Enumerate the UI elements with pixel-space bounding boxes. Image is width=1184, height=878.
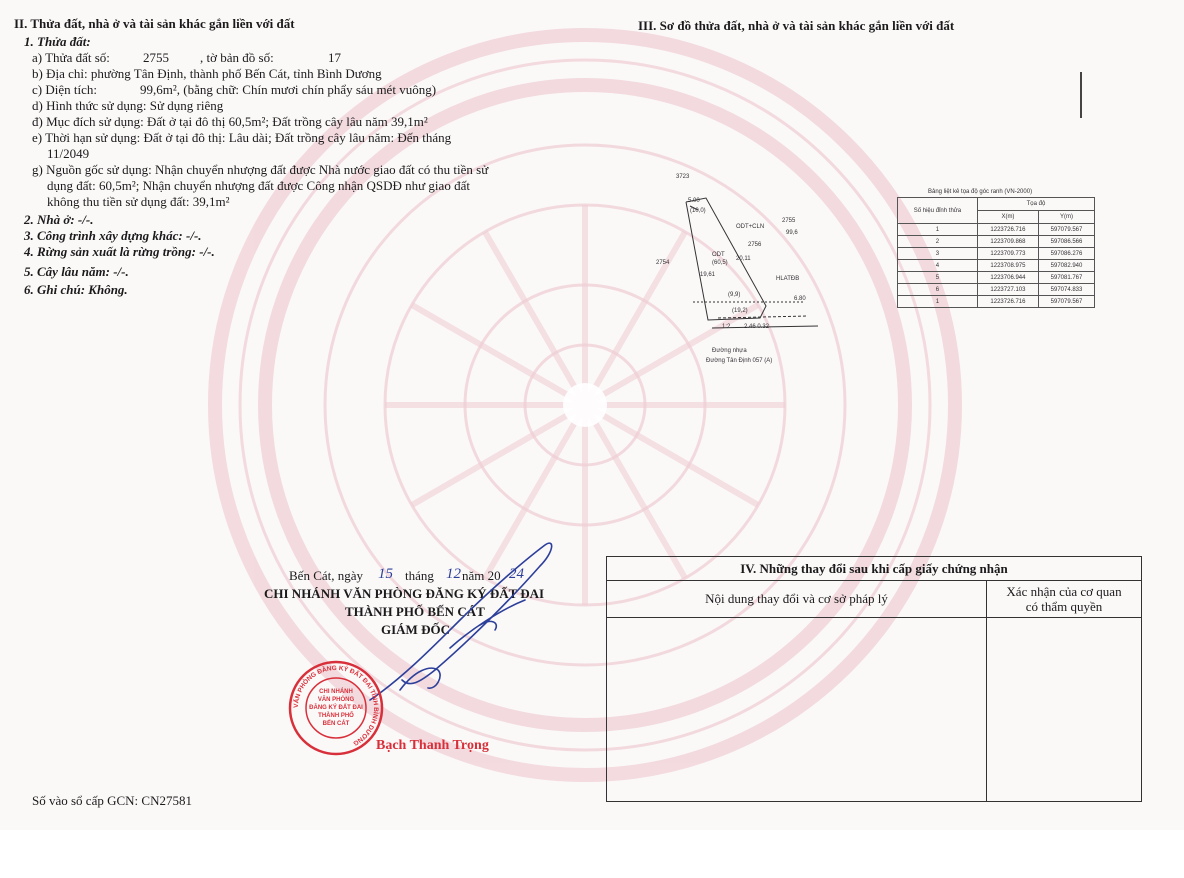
official-red-stamp — [288, 660, 384, 756]
origin-line1: g) Nguồn gốc sử dụng: Nhận chuyển nhượng đất được Nhà nước giao đất có thu tiền sử — [32, 162, 489, 177]
area-label: c) Diện tích: — [32, 82, 97, 97]
label-road-name: Đường Tân Định 057 (A) — [706, 358, 773, 364]
address-line: b) Địa chỉ: phường Tân Định, thành phố Bến Cát, tỉnh Bình Dương — [32, 66, 382, 81]
place-date-prefix: Bến Cát, ngày — [289, 568, 364, 583]
registry-number: Số vào sổ cấp GCN: CN27581 — [32, 793, 192, 808]
parcel-number: 2755 — [143, 50, 169, 65]
stamp-ring-text: VĂN PHÒNG ĐĂNG KÝ ĐẤT ĐAI TỈNH BÌNH DƯƠNG — [292, 664, 380, 747]
changes-title-row — [607, 557, 1141, 581]
changes-column-divider — [986, 581, 987, 801]
label-6-80: 6.80 — [794, 296, 806, 302]
label-scale: 1:2 — [722, 324, 731, 330]
label-5-00: 5.00 — [688, 198, 700, 204]
section4-title: IV. Những thay đổi sau khi cấp giấy chứng nhận — [740, 561, 1008, 576]
table-row: 2 1223709.868 597086.566 — [898, 236, 1095, 248]
sign-year-suffix: 24 — [509, 566, 524, 582]
label-20-11: 20,11 — [736, 256, 751, 262]
stamp-line-2: VĂN PHÒNG — [317, 697, 355, 703]
changes-header-row — [607, 581, 1141, 618]
section3-title: III. Sơ đồ thửa đất, nhà ở và tài sản khác gắn liền với đất — [638, 18, 955, 33]
label-2754: 2754 — [656, 260, 670, 266]
parcel-sketch — [648, 168, 838, 378]
stamp-line-4: THÀNH PHỐ — [318, 713, 354, 719]
table-row: 4 1223708.975 597082.940 — [898, 260, 1095, 272]
sign-month: 12 — [446, 566, 461, 582]
sign-day: 15 — [378, 566, 393, 582]
page-bottom-margin — [0, 830, 1184, 878]
table-row: 5 1223706.944 597081.767 — [898, 272, 1095, 284]
label-19-61: 19,61 — [700, 272, 716, 278]
org-name-line1: CHI NHÁNH VĂN PHÒNG ĐĂNG KÝ ĐẤT ĐAI — [264, 586, 545, 601]
coordinate-table — [897, 197, 1095, 308]
changes-col-confirm-line2: có thẩm quyền — [1025, 599, 1103, 614]
usage-form-line: d) Hình thức sử dụng: Sử dụng riêng — [32, 98, 224, 113]
origin-line3: không thu tiền sử dụng đất: 39,1m² — [47, 194, 230, 209]
month-label: tháng — [405, 568, 434, 583]
label-hlatdb: HLATĐB — [776, 276, 800, 282]
changes-table — [606, 556, 1142, 802]
label-odt: ODT — [712, 252, 725, 258]
coord-table-title: Bảng liệt kê tọa độ góc ranh (VN-2000) — [928, 189, 1033, 195]
org-name-line2: THÀNH PHỐ BẾN CÁT — [345, 604, 485, 619]
label-3723: 3723 — [676, 174, 690, 180]
label-road-type: Đường nhựa — [712, 348, 747, 354]
coord-header-point: Số hiệu đỉnh thửa — [898, 198, 978, 224]
map-sheet-label: , tờ bản đồ số: — [200, 50, 274, 65]
label-10-0: (10,0) — [690, 208, 706, 214]
area-value: 99,6m², (bằng chữ: Chín mươi chín phẩy sáu mét vuông) — [140, 82, 437, 97]
section2-title: II. Thửa đất, nhà ở và tài sản khác gắn liền với đất — [14, 16, 295, 31]
label-2756: 2756 — [748, 242, 762, 248]
signer-role: GIÁM ĐỐC — [381, 622, 450, 637]
changes-col-confirm-line1: Xác nhận của cơ quan — [1006, 584, 1122, 599]
parcel-number-label: a) Thửa đất số: — [32, 50, 110, 65]
usage-term-line1: e) Thời hạn sử dụng: Đất ở tại đô thị: Lâu dài; Đất trồng cây lâu năm: Đến tháng — [32, 130, 452, 145]
planted-forest-item: 4. Rừng sản xuất là rừng trồng: -/-. — [24, 244, 215, 259]
coord-header-coord: Tọa độ — [977, 198, 1094, 211]
coord-header-y: Y(m) — [1038, 211, 1094, 224]
label-2755: 2755 — [782, 218, 796, 224]
signer-name: Bạch Thanh Trọng — [376, 738, 489, 753]
label-60-5: (60,5) — [712, 260, 728, 266]
table-row: 1 1223726.716 597079.567 — [898, 224, 1095, 236]
usage-purpose-line: đ) Mục đích sử dụng: Đất ở tại đô thị 60,5m²; Đất trồng cây lâu năm 39,1m² — [32, 114, 428, 129]
house-item: 2. Nhà ở: -/-. — [24, 212, 94, 227]
origin-line2: dụng đất: 60,5m²; Nhận chuyển nhượng đất được Công nhận QSDĐ như giao đất — [47, 178, 470, 193]
land-parcel-heading: 1. Thửa đất: — [24, 34, 91, 49]
other-construction-item: 3. Công trình xây dựng khác: -/-. — [24, 228, 202, 243]
stamp-line-5: BẾN CÁT — [322, 721, 350, 727]
label-9-9: (9,9) — [728, 292, 741, 298]
north-arrow — [1080, 72, 1082, 118]
table-row: 1 1223726.716 597079.567 — [898, 296, 1095, 308]
table-row: 3 1223709.773 597086.276 — [898, 248, 1095, 260]
map-sheet-number: 17 — [328, 50, 341, 65]
table-row: 6 1223727.103 597074.833 — [898, 284, 1095, 296]
perennial-tree-item: 5. Cây lâu năm: -/-. — [24, 264, 129, 279]
note-item: 6. Ghi chú: Không. — [24, 282, 128, 297]
label-odt-cln: ODT+CLN — [736, 224, 765, 230]
label-99-6: 99,6 — [786, 230, 798, 236]
usage-term-line2: 11/2049 — [47, 146, 90, 161]
stamp-line-3: ĐĂNG KÝ ĐẤT ĐAI — [309, 705, 363, 711]
label-2-46: 2.46 0.32 — [744, 324, 770, 330]
label-19-2: (19,2) — [732, 308, 748, 314]
coord-header-x: X(m) — [977, 211, 1038, 224]
stamp-line-1: CHI NHÁNH — [319, 689, 353, 695]
year-label: năm 20 — [462, 568, 501, 583]
changes-col-content: Nội dung thay đổi và cơ sở pháp lý — [705, 591, 888, 606]
